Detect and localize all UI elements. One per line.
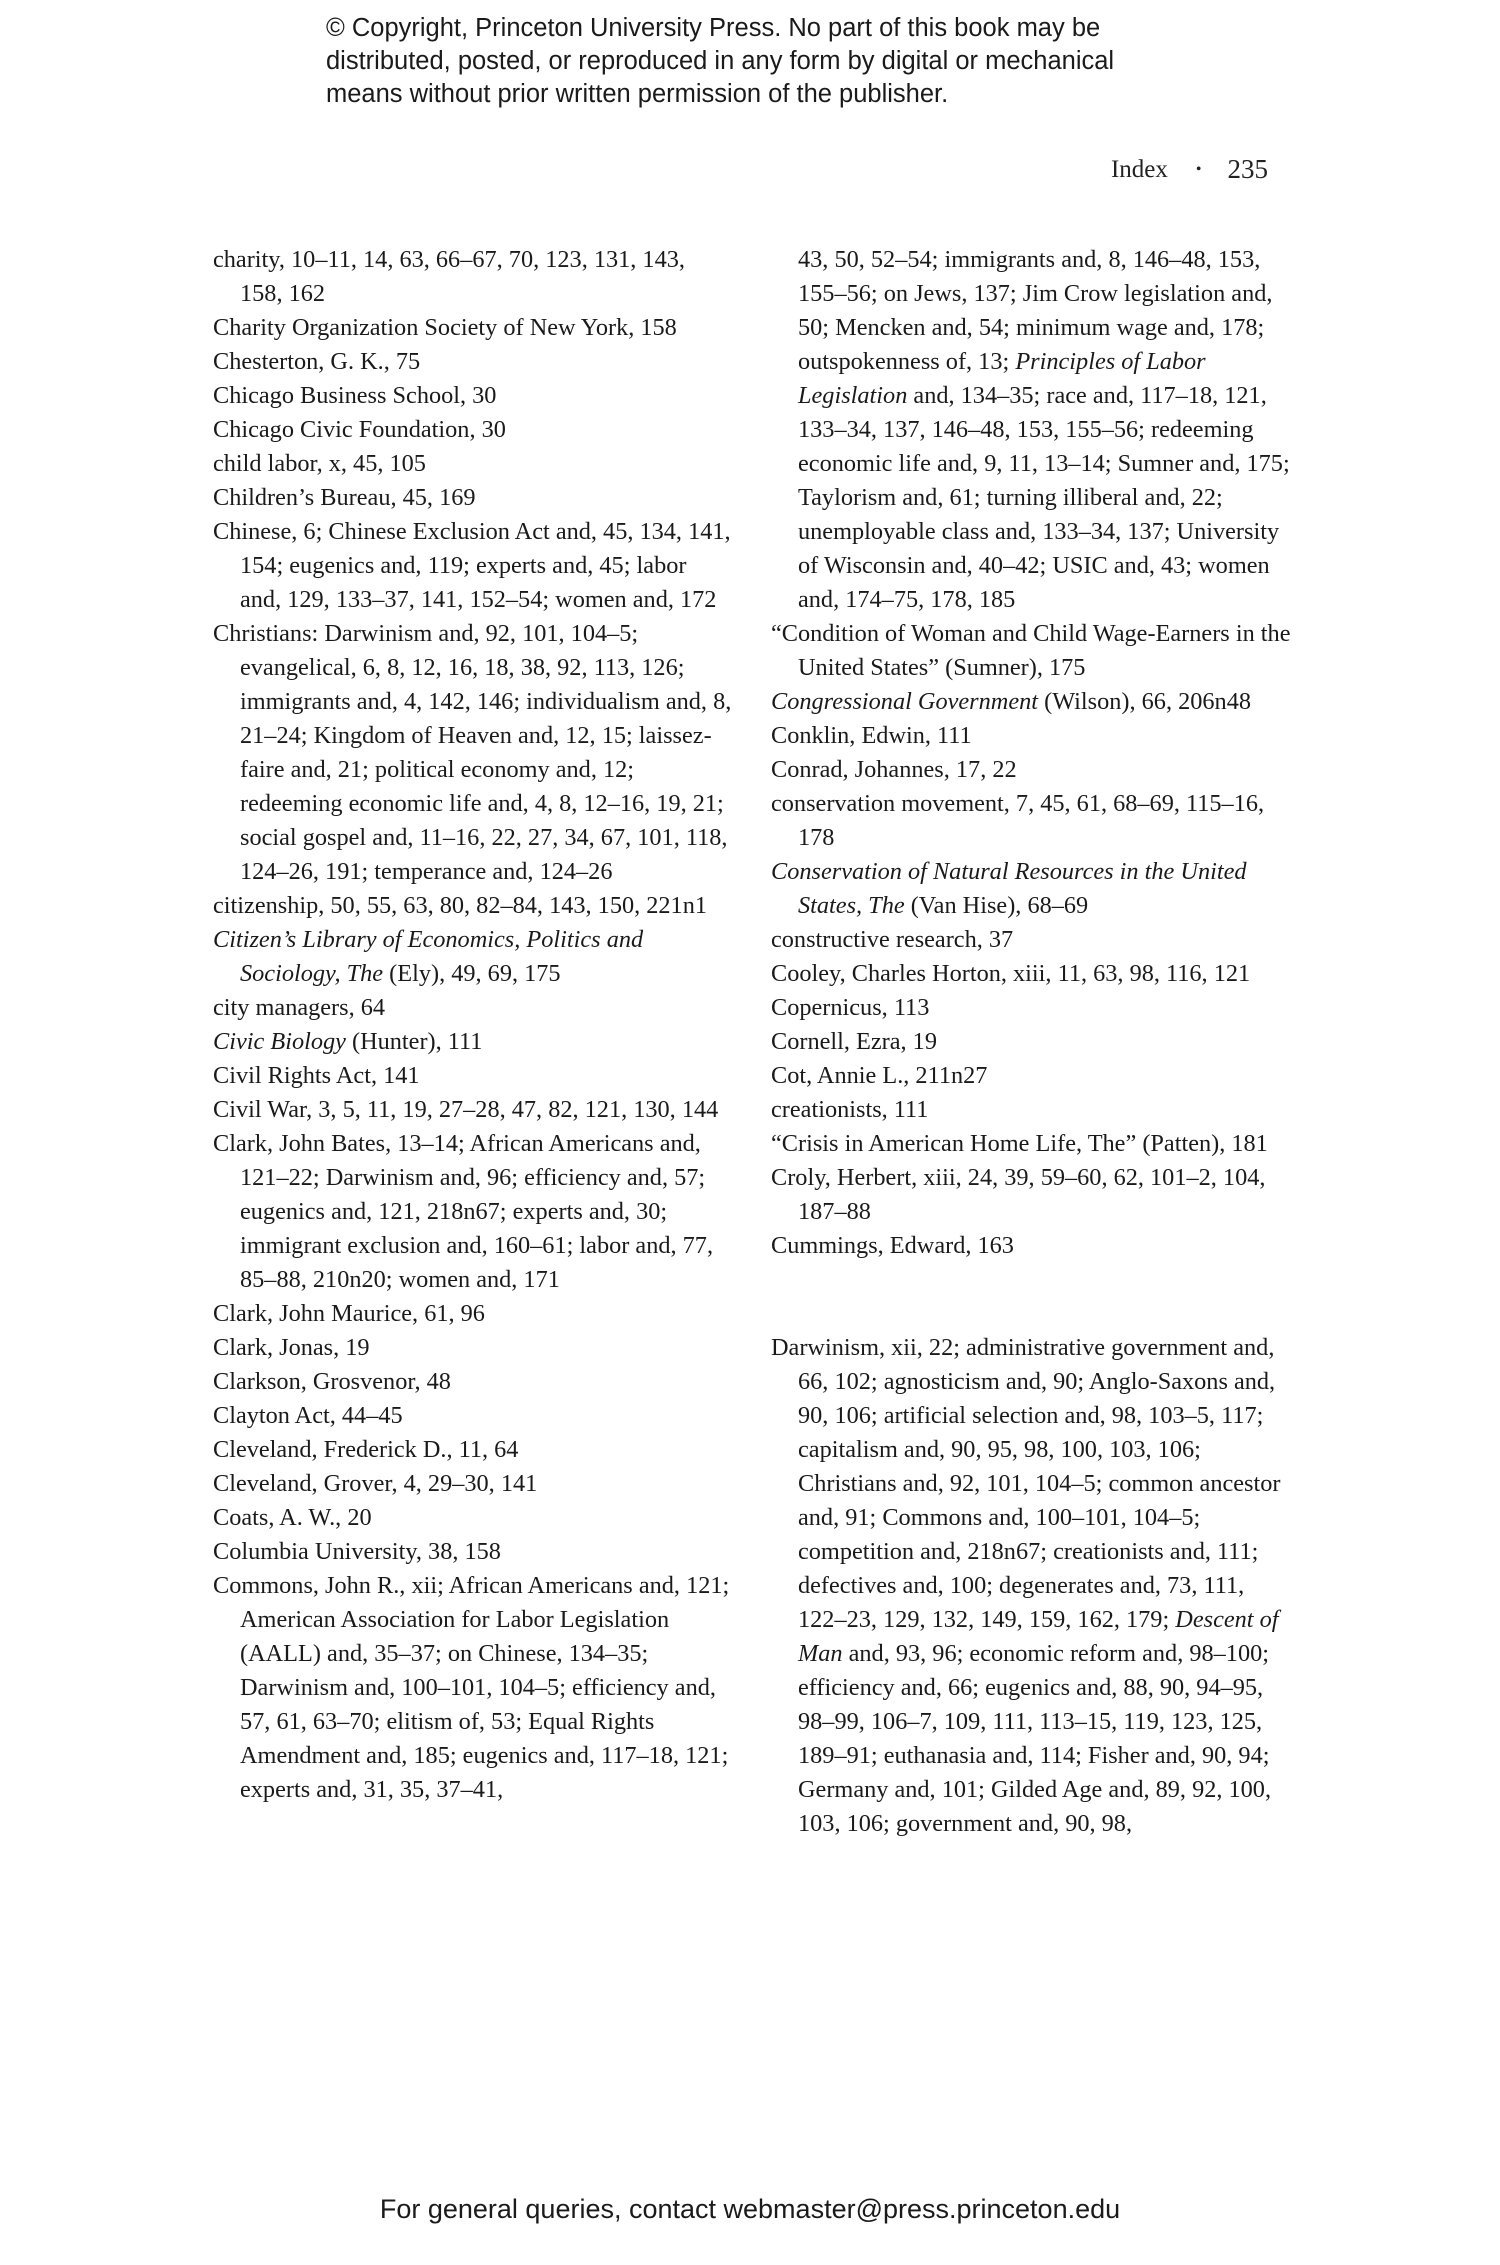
index-entry <box>771 685 1291 719</box>
section-gap <box>771 1263 1291 1331</box>
index-entry-title-italic: Civic Biology <box>213 1028 346 1055</box>
index-entry-text: Chicago Civic Foundation, 30 <box>213 416 506 443</box>
index-entry-text: Cornell, Ezra, 19 <box>771 1028 937 1055</box>
index-entry-text: Civil War, 3, 5, 11, 19, 27–28, 47, 82, 121, 130, 144 <box>213 1096 719 1123</box>
index-entry <box>213 413 733 447</box>
index-entry-text: Clark, John Maurice, 61, 96 <box>213 1300 485 1327</box>
index-entry-title-italic: Conservation of Natural Resources in the United States, The <box>771 858 1247 919</box>
index-entry <box>213 1025 733 1059</box>
index-entry-text: Children’s Bureau, 45, 169 <box>213 484 476 511</box>
index-entry-text: Chesterton, G. K., 75 <box>213 348 421 375</box>
index-entry <box>771 617 1291 685</box>
index-entry-text: Copernicus, 113 <box>771 994 930 1021</box>
index-entry <box>771 923 1291 957</box>
index-entry <box>771 1025 1291 1059</box>
copyright-notice <box>326 12 1326 111</box>
index-entry-text: creationists, 111 <box>771 1096 929 1123</box>
index-entry <box>213 345 733 379</box>
index-entry <box>213 311 733 345</box>
index-entry-text: Conrad, Johannes, 17, 22 <box>771 756 1017 783</box>
index-entry <box>771 1093 1291 1127</box>
index-entry-text: Christians: Darwinism and, 92, 101, 104–5; evangelical, 6, 8, 12, 16, 18, 38, 92, 113, 126; immigrants and, 4, 142, 146; individualism and, 8, 21–24; Kingdom of Heaven and, 12, 15; laissez-faire and, 21; political economy and, 12; redeeming economic life and, 4, 8, 12–16, 19, 21; social gospel and, 11–16, 22, 27, 34, 67, 101, 118, 124–26, 191; temperance and, 124–26 <box>213 620 732 885</box>
index-entry-text: Charity Organization Society of New York, 158 <box>213 314 677 341</box>
index-entry-text: Clarkson, Grosvenor, 48 <box>213 1368 451 1395</box>
index-entry-title-italic: Congressional Government <box>771 688 1039 715</box>
index-entry <box>213 481 733 515</box>
index-entry-text: Columbia University, 38, 158 <box>213 1538 501 1565</box>
index-entry <box>771 1161 1291 1229</box>
copyright-line: © Copyright, Princeton University Press. No part of this book may be <box>326 14 1101 42</box>
page-number: 235 <box>1227 154 1268 184</box>
index-entry-text: Cleveland, Grover, 4, 29–30, 141 <box>213 1470 538 1497</box>
index-entry-text: (Van Hise), 68–69 <box>904 892 1089 919</box>
index-entry-text: and, 134–35; race and, 117–18, 121, 133–34, 137, 146–48, 153, 155–56; redeeming economic life and, 9, 11, 13–14; Sumner and, 175; Taylorism and, 61; turning illiberal and, 22; unemployable class and, 133–34, 137; University of Wisconsin and, 40–42; USIC and, 43; women and, 174–75, 178, 185 <box>798 382 1290 613</box>
index-entry-text: city managers, 64 <box>213 994 386 1021</box>
bullet-separator: • <box>1195 160 1202 178</box>
index-entry-text: charity, 10–11, 14, 63, 66–67, 70, 123, 131, 143, 158, 162 <box>213 246 685 307</box>
index-entry <box>213 1059 733 1093</box>
index-entry-text: constructive research, 37 <box>771 926 1014 953</box>
index-entry <box>213 1093 733 1127</box>
index-entry <box>213 1331 733 1365</box>
index-entry-text: (Ely), 49, 69, 175 <box>383 960 561 987</box>
copyright-line: distributed, posted, or reproduced in any form by digital or mechanical <box>326 47 1115 75</box>
index-entry-text: Clark, John Bates, 13–14; African Americans and, 121–22; Darwinism and, 96; efficiency and, 57; eugenics and, 121, 218n67; experts and, 30; immigrant exclusion and, 160–61; labor and, 77, 85–88, 210n20; women and, 171 <box>213 1130 714 1293</box>
index-entry <box>213 1501 733 1535</box>
index-entry-text: Commons, John R., xii; African Americans and, 121; American Association for Labor Legislation (AALL) and, 35–37; on Chinese, 134–35; Darwinism and, 100–101, 104–5; efficiency and, 57, 61, 63–70; elitism of, 53; Equal Rights Amendment and, 185; eugenics and, 117–18, 121; experts and, 31, 35, 37–41, <box>213 1572 730 1803</box>
index-entry <box>771 855 1291 923</box>
index-entry-title-italic: Descent of Man <box>798 1606 1279 1667</box>
index-entry <box>771 719 1291 753</box>
index-entry-text: Civil Rights Act, 141 <box>213 1062 420 1089</box>
index-entry-text: Conklin, Edwin, 111 <box>771 722 972 749</box>
index-entry-text: Chinese, 6; Chinese Exclusion Act and, 45, 134, 141, 154; eugenics and, 119; experts and, 45; labor and, 129, 133–37, 141, 152–54; women and, 172 <box>213 518 731 613</box>
index-entry <box>213 991 733 1025</box>
index-entry-text: Cooley, Charles Horton, xiii, 11, 63, 98, 116, 121 <box>771 960 1251 987</box>
index-entry <box>213 889 733 923</box>
index-entry-text: Clayton Act, 44–45 <box>213 1402 403 1429</box>
index-entry <box>213 1467 733 1501</box>
index-entry <box>213 515 733 617</box>
index-entry <box>213 1569 733 1807</box>
index-entry <box>213 1535 733 1569</box>
index-entry <box>213 379 733 413</box>
index-entry-text: Darwinism, xii, 22; administrative government and, 66, 102; agnosticism and, 90; Anglo-Saxons and, 90, 106; artificial selection and, 98, 103–5, 117; capitalism and, 90, 95, 98, 100, 103, 106; Christians and, 92, 101, 104–5; common ancestor and, 91; Commons and, 100–101, 104–5; competition and, 218n67; creationists and, 111; defectives and, 100; degenerates and, 73, 111, 122–23, 129, 132, 149, 159, 162, 179; <box>771 1334 1281 1633</box>
index-entry <box>771 957 1291 991</box>
copyright-line: means without prior written permission of the publisher. <box>326 80 949 108</box>
index-entry <box>213 1399 733 1433</box>
index-entry <box>771 1229 1291 1263</box>
index-entry <box>771 1059 1291 1093</box>
index-entry <box>213 1127 733 1297</box>
index-entry-text: “Crisis in American Home Life, The” (Patten), 181 <box>771 1130 1268 1157</box>
index-entry-text: Coats, A. W., 20 <box>213 1504 372 1531</box>
index-entry-text: and, 93, 96; economic reform and, 98–100; efficiency and, 66; eugenics and, 88, 90, 94–95, 98–99, 106–7, 109, 111, 113–15, 119, 123, 125, 189–91; euthanasia and, 114; Fisher and, 90, 94; Germany and, 101; Gilded Age and, 89, 92, 100, 103, 106; government and, 90, 98, <box>798 1640 1272 1837</box>
index-entry-text: Cummings, Edward, 163 <box>771 1232 1014 1259</box>
index-entry-title-italic: Principles of Labor Legislation <box>798 348 1206 409</box>
index-entry-text: Chicago Business School, 30 <box>213 382 497 409</box>
index-entry <box>771 991 1291 1025</box>
index-entry <box>771 787 1291 855</box>
index-entry-title-italic: Citizen’s Library of Economics, Politics and Sociology, The <box>213 926 644 987</box>
section-title: Index <box>1110 155 1168 183</box>
index-entry <box>213 243 733 311</box>
index-entry <box>213 1433 733 1467</box>
footer-contact: For general queries, contact webmaster@press.princeton.edu <box>379 2194 1121 2224</box>
index-entry <box>213 447 733 481</box>
index-entry-text: citizenship, 50, 55, 63, 80, 82–84, 143, 150, 221n1 <box>213 892 708 919</box>
index-entry <box>213 1297 733 1331</box>
running-head <box>1111 154 1268 185</box>
index-entry-text: Croly, Herbert, xiii, 24, 39, 59–60, 62, 101–2, 104, 187–88 <box>771 1164 1266 1225</box>
index-entry-text: “Condition of Woman and Child Wage-Earners in the United States” (Sumner), 175 <box>771 620 1291 681</box>
index-entry-text: Cot, Annie L., 211n27 <box>771 1062 988 1089</box>
index-entry-text: (Hunter), 111 <box>345 1028 483 1055</box>
index-entry <box>213 1365 733 1399</box>
index-entry <box>771 1127 1291 1161</box>
index-entry-text: Clark, Jonas, 19 <box>213 1334 370 1361</box>
index-entry-text: 43, 50, 52–54; immigrants and, 8, 146–48, 153, 155–56; on Jews, 137; Jim Crow legislation and, 50; Mencken and, 54; minimum wage and, 178; outspokenness of, 13; <box>798 246 1273 375</box>
index-entry-text: conservation movement, 7, 45, 61, 68–69, 115–16, 178 <box>771 790 1265 851</box>
index-entry <box>213 617 733 889</box>
index-entry <box>213 923 733 991</box>
index-entry-text: Cleveland, Frederick D., 11, 64 <box>213 1436 519 1463</box>
index-entry-text: child labor, x, 45, 105 <box>213 450 426 477</box>
index-entry <box>771 753 1291 787</box>
index-column-right <box>771 243 1291 1841</box>
index-entry-continued <box>771 243 1291 617</box>
index-entry-text: (Wilson), 66, 206n48 <box>1038 688 1251 715</box>
index-entry <box>771 1331 1291 1841</box>
index-column-left <box>213 243 733 1807</box>
